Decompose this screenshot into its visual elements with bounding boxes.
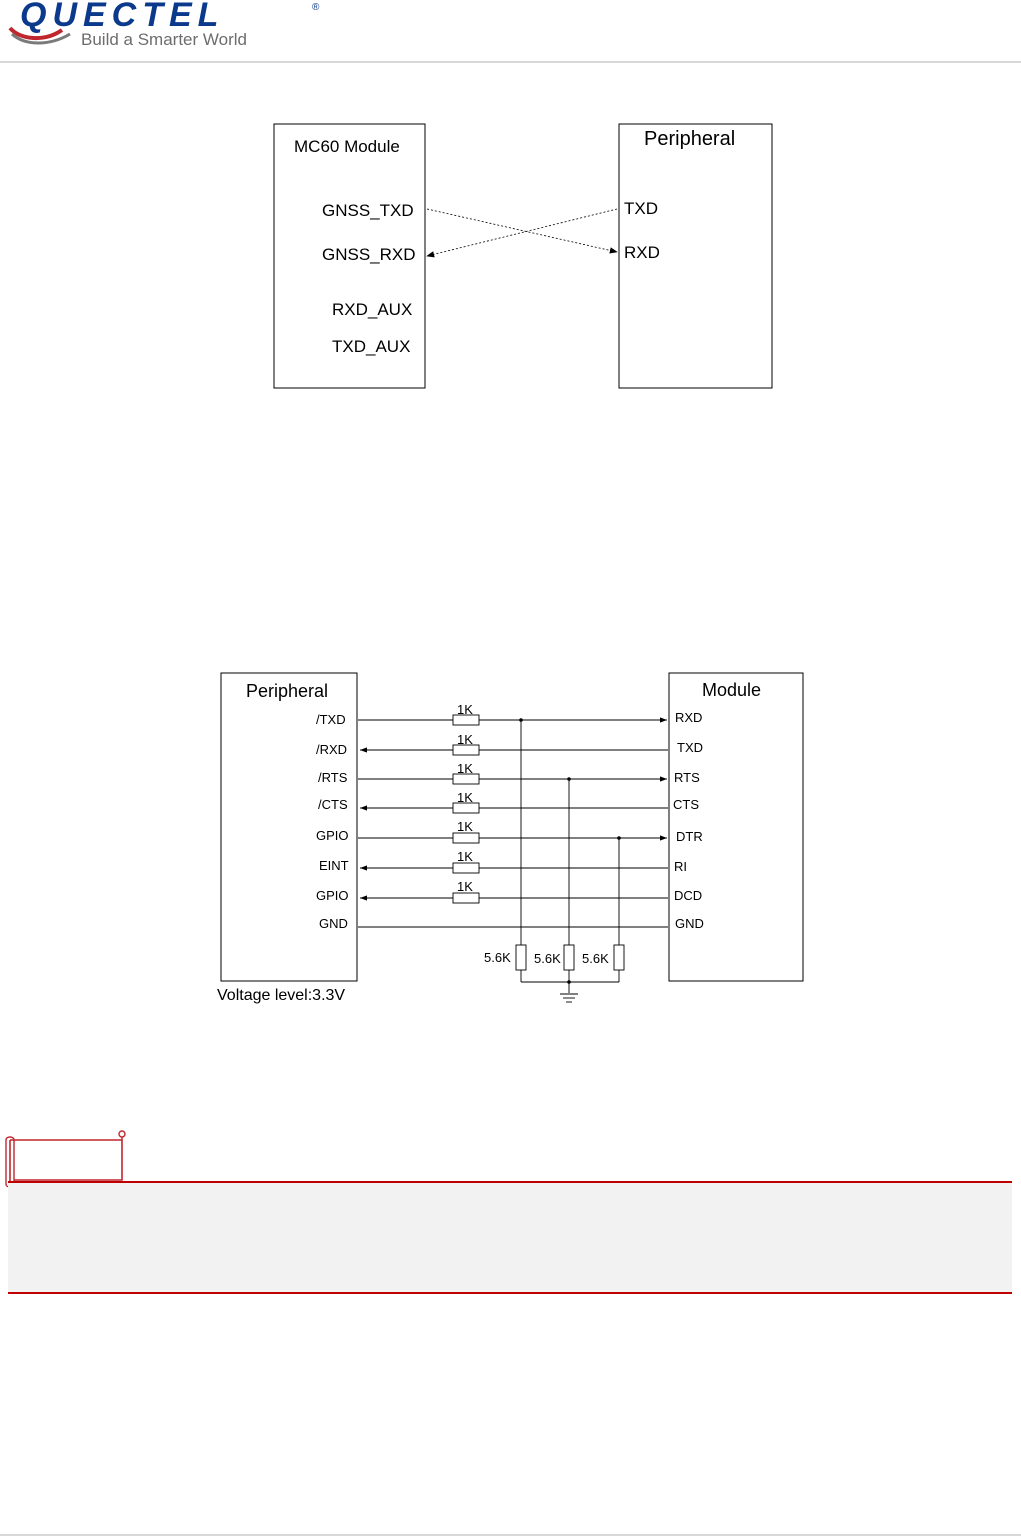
label-1k-4: 1K [457,790,473,805]
note-rule-top [8,1181,1012,1183]
label-1k-3: 1K [457,761,473,776]
m-pin-rxd: RXD [675,710,703,725]
label-1k-5: 1K [457,819,473,834]
m-pin-dtr: DTR [676,829,703,844]
logo-wordmark: QUECTEL [20,0,225,34]
footer-divider [0,1534,1021,1536]
junction-dot-1 [519,718,523,722]
module-title-2: Module [702,680,762,700]
junction-dot-2 [567,777,571,781]
m-pin-gnd: GND [675,916,704,931]
p-pin-gpio-2: GPIO [316,888,349,903]
registered-mark: ® [312,2,320,13]
pin-peripheral-txd: TXD [624,199,658,218]
p-pin-rts: /RTS [318,770,348,785]
label-5k6-1: 5.6K [484,950,511,965]
label-1k-1: 1K [457,702,473,717]
pin-txd-aux: TXD_AUX [332,337,411,356]
pin-gnss-txd: GNSS_TXD [322,201,414,220]
resistor-5k6-2 [564,945,574,970]
note-box [8,1182,1012,1292]
figure-level-match-circuit [0,660,1021,1020]
label-1k-2: 1K [457,732,473,747]
wire-txd-to-gnss-rxd [427,209,617,256]
logo-tagline: Build a Smarter World [81,30,247,49]
p-pin-cts: /CTS [318,797,348,812]
pin-rxd-aux: RXD_AUX [332,300,413,319]
note-tag-icon [4,1128,134,1188]
label-5k6-2: 5.6K [534,951,561,966]
resistor-1k-5 [453,833,479,843]
p-pin-eint: EINT [319,858,349,873]
resistor-5k6-1 [516,945,526,970]
figure-uart-connection [0,0,1021,420]
m-pin-cts: CTS [673,797,699,812]
resistor-5k6-3 [614,945,624,970]
p-pin-rxd: /RXD [316,742,348,757]
label-5k6-3: 5.6K [582,951,609,966]
p-pin-gpio-1: GPIO [316,828,349,843]
m-pin-rts: RTS [674,770,700,785]
wire-gnss-txd-to-rxd [427,209,617,252]
pin-peripheral-rxd: RXD [624,243,660,262]
m-pin-txd: TXD [677,740,703,755]
p-pin-gnd: GND [319,916,348,931]
resistor-1k-6 [453,863,479,873]
mc60-module-title: MC60 Module [294,137,400,156]
junction-dot-3 [617,836,621,840]
label-1k-6: 1K [457,849,473,864]
junction-dot-4 [567,980,571,984]
voltage-note: Voltage level:3.3V [217,987,346,1004]
pin-gnss-rxd: GNSS_RXD [322,245,416,264]
peripheral-title-2: Peripheral [246,681,329,701]
m-pin-ri: RI [674,859,687,874]
note-rule-bottom [8,1292,1012,1294]
p-pin-txd: /TXD [316,712,346,727]
peripheral-title: Peripheral [644,128,736,150]
label-1k-7: 1K [457,879,473,894]
resistor-1k-7 [453,893,479,903]
m-pin-dcd: DCD [674,888,703,903]
